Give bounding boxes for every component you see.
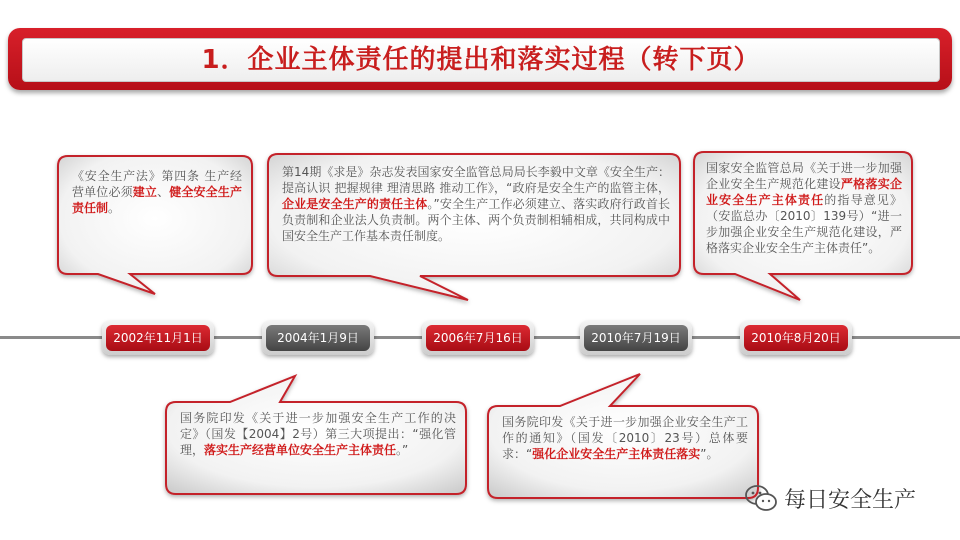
wechat-icon [744, 483, 778, 513]
text-segment: 、 [157, 185, 170, 199]
highlight-text: 严格落实企业安全生产主体责任 [706, 177, 902, 207]
callout-2004-text [180, 410, 456, 458]
text-segment: ”。 [700, 447, 719, 461]
text-segment: 《安全生产法》第四条 生产经营单位必须 [72, 169, 242, 199]
highlight-text: 落实生产经营单位安全生产主体责任 [204, 443, 397, 457]
highlight-text: 建立 [132, 185, 158, 199]
timeline-date-label: 2002年11月1日 [106, 325, 210, 351]
text-segment: 的指导意见》（安监总办〔2010〕139号）“进一步加强企业安全生产规范化建设，严格落实企业安全生产主体责任”。 [706, 193, 902, 255]
timeline-date-2004 [262, 321, 374, 355]
timeline-date-2010-07 [580, 321, 692, 355]
text-segment: 国务院印发《关于进一步加强安全生产工作的决定》（国发【2004】2号）第三大项提出：“强化管理， [180, 411, 456, 457]
highlight-text: 企业是安全生产的责任主体 [282, 197, 428, 211]
text-segment: 。 [108, 201, 121, 215]
timeline-date-label: 2010年8月20日 [744, 325, 848, 351]
page-title: 1．企业主体责任的提出和落实过程（转下页） [201, 45, 761, 75]
text-segment: 。” [396, 443, 409, 457]
callout-2010-07-text [502, 414, 748, 462]
callout-2002-text [72, 168, 242, 216]
timeline-date-2010-08 [740, 321, 852, 355]
callout-2010-08-text [706, 160, 902, 256]
timeline-date-label: 2010年7月19日 [584, 325, 688, 351]
text-segment: 国务院印发《关于进一步加强企业安全生产工作的通知》（国发〔2010〕23号）总体要求：“ [502, 415, 748, 461]
watermark [744, 478, 916, 518]
timeline-date-2002 [102, 321, 214, 355]
timeline-date-2006 [422, 321, 534, 355]
highlight-text: 强化企业安全生产主体责任落实 [532, 447, 701, 461]
text-segment: 。”安全生产工作必须建立、落实政府行政首长负责制和企业法人负责制。两个主体、两个负责制相辅相成，共同构成中国安全生产工作基本责任制度。 [282, 197, 670, 243]
timeline-date-label: 2004年1月9日 [266, 325, 370, 351]
text-segment: 国家安全监管总局《关于进一步加强企业安全生产规范化建设 [706, 161, 902, 191]
watermark-text: 每日安全生产 [784, 487, 917, 513]
timeline-date-label: 2006年7月16日 [426, 325, 530, 351]
text-segment: 第14期《求是》杂志发表国家安全监管总局局长李毅中文章《安全生产：提高认识 把握规律 理清思路 推动工作》，“政府是安全生产的监管主体， [282, 165, 670, 195]
callout-2006-text [282, 164, 670, 244]
highlight-text: 健全安全生产责任制 [72, 185, 242, 215]
